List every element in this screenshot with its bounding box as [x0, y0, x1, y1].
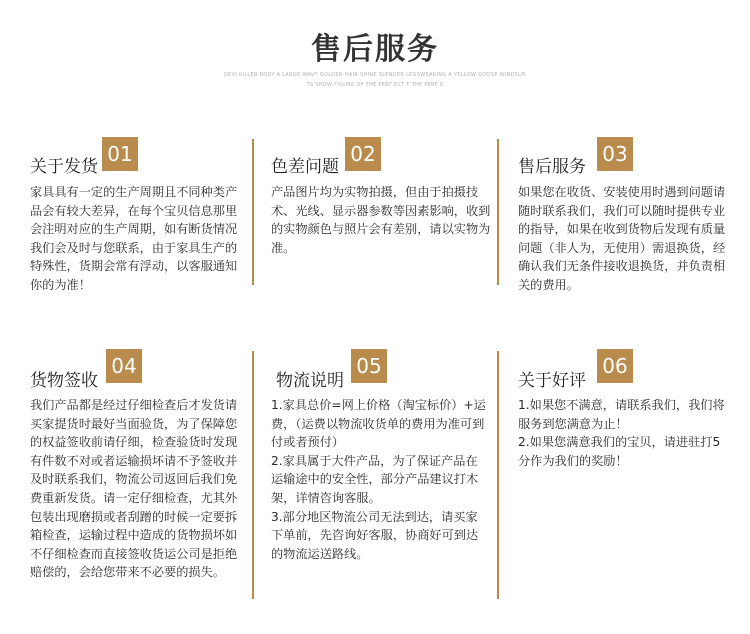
card-title: 物流说明 — [276, 371, 344, 391]
card-title: 关于发货 — [30, 157, 98, 177]
card-body — [30, 183, 242, 295]
card-title: 关于好评 — [518, 371, 586, 391]
card-paragraph: 1.家具总价=网上价格（淘宝标价）+运费，（运费以物流收货单的费用为准可到付或者预付） — [271, 398, 486, 450]
card-number-badge: 06 — [597, 349, 633, 383]
card-number-badge: 03 — [597, 137, 633, 171]
card-number-badge: 05 — [351, 349, 387, 383]
card-paragraph: 家具具有一定的生产周期且不同种类产品会有较大差异，在每个宝贝信息那里会注明对应的生产周期，如有断货情况我们会及时与您联系，由于家具生产的特殊性，货期会常有浮动，以客服通知你的为准！ — [30, 185, 238, 292]
card-number-badge: 04 — [106, 349, 142, 383]
card-body — [30, 396, 242, 582]
card-title: 售后服务 — [518, 157, 586, 177]
card-divider — [252, 139, 254, 285]
page-subtitle-line-1: DEVI KILLER BODY A LARGE WAVY GOLDEN HAIR SHINE SLENDER LEGSWEARING A YELLOW GOOSE WINDSUR — [223, 72, 527, 78]
card-body — [518, 396, 730, 470]
card-paragraph: 2.如果您满意我们的宝贝，请进驻打5分作为我们的奖励！ — [518, 435, 721, 468]
card-body — [518, 183, 728, 295]
card-paragraph: 如果您在收货、安装使用时遇到问题请随时联系我们，我们可以随时提供专业的指导，如果在收到货物后发现有质量问题（非人为，无使用）需退换货，经确认我们无条件接收退换货，并负责相关的费用。 — [518, 185, 726, 292]
page-subtitle-line-2: TS SHOW FIGURE OF THE PERF ECT F THE PERF E — [306, 82, 444, 88]
card-title: 货物签收 — [30, 371, 98, 391]
card-paragraph: 3.部分地区物流公司无法到达，请买家下单前，先咨询好客服，协商好可到达的物流运送路线。 — [271, 509, 479, 561]
card-number-badge: 02 — [345, 137, 381, 171]
card-paragraph: 2.家具属于大件产品，为了保证产品在运输途中的安全性，部分产品建议打木架，详情咨询客服。 — [271, 453, 479, 505]
card-paragraph: 1.如果您不满意，请联系我们，我们将服务到您满意为止！ — [518, 398, 725, 431]
card-divider — [497, 351, 499, 599]
page-title: 售后服务 — [311, 32, 439, 67]
card-body — [271, 396, 489, 563]
card-title: 色差问题 — [271, 157, 339, 177]
card-paragraph: 我们产品都是经过仔细检查后才发货请买家提货时最好当面验货，为了保障您的权益签收前请仔细，检查验货时发现有件数不对或者运输损坏请不予签收并及时联系我们，物流公司返回后我们免费重新发货。请一定仔细检查，尤其外包装出现磨损或者刮蹭的时候一定要拆箱检查，运输过程中造成的货物损坏如不仔细检查而直接签收货运公司是拒绝赔偿的，会给您带来不必要的损失。 — [30, 398, 238, 580]
card-divider — [497, 139, 499, 285]
card-divider — [252, 351, 254, 599]
card-number-badge: 01 — [102, 137, 138, 171]
card-paragraph: 产品图片均为实物拍摄，但由于拍摄技术、光线、显示器参数等因素影响，收到的实物颜色与照片会有差别，请以实物为准。 — [271, 185, 491, 255]
card-body — [271, 183, 491, 257]
